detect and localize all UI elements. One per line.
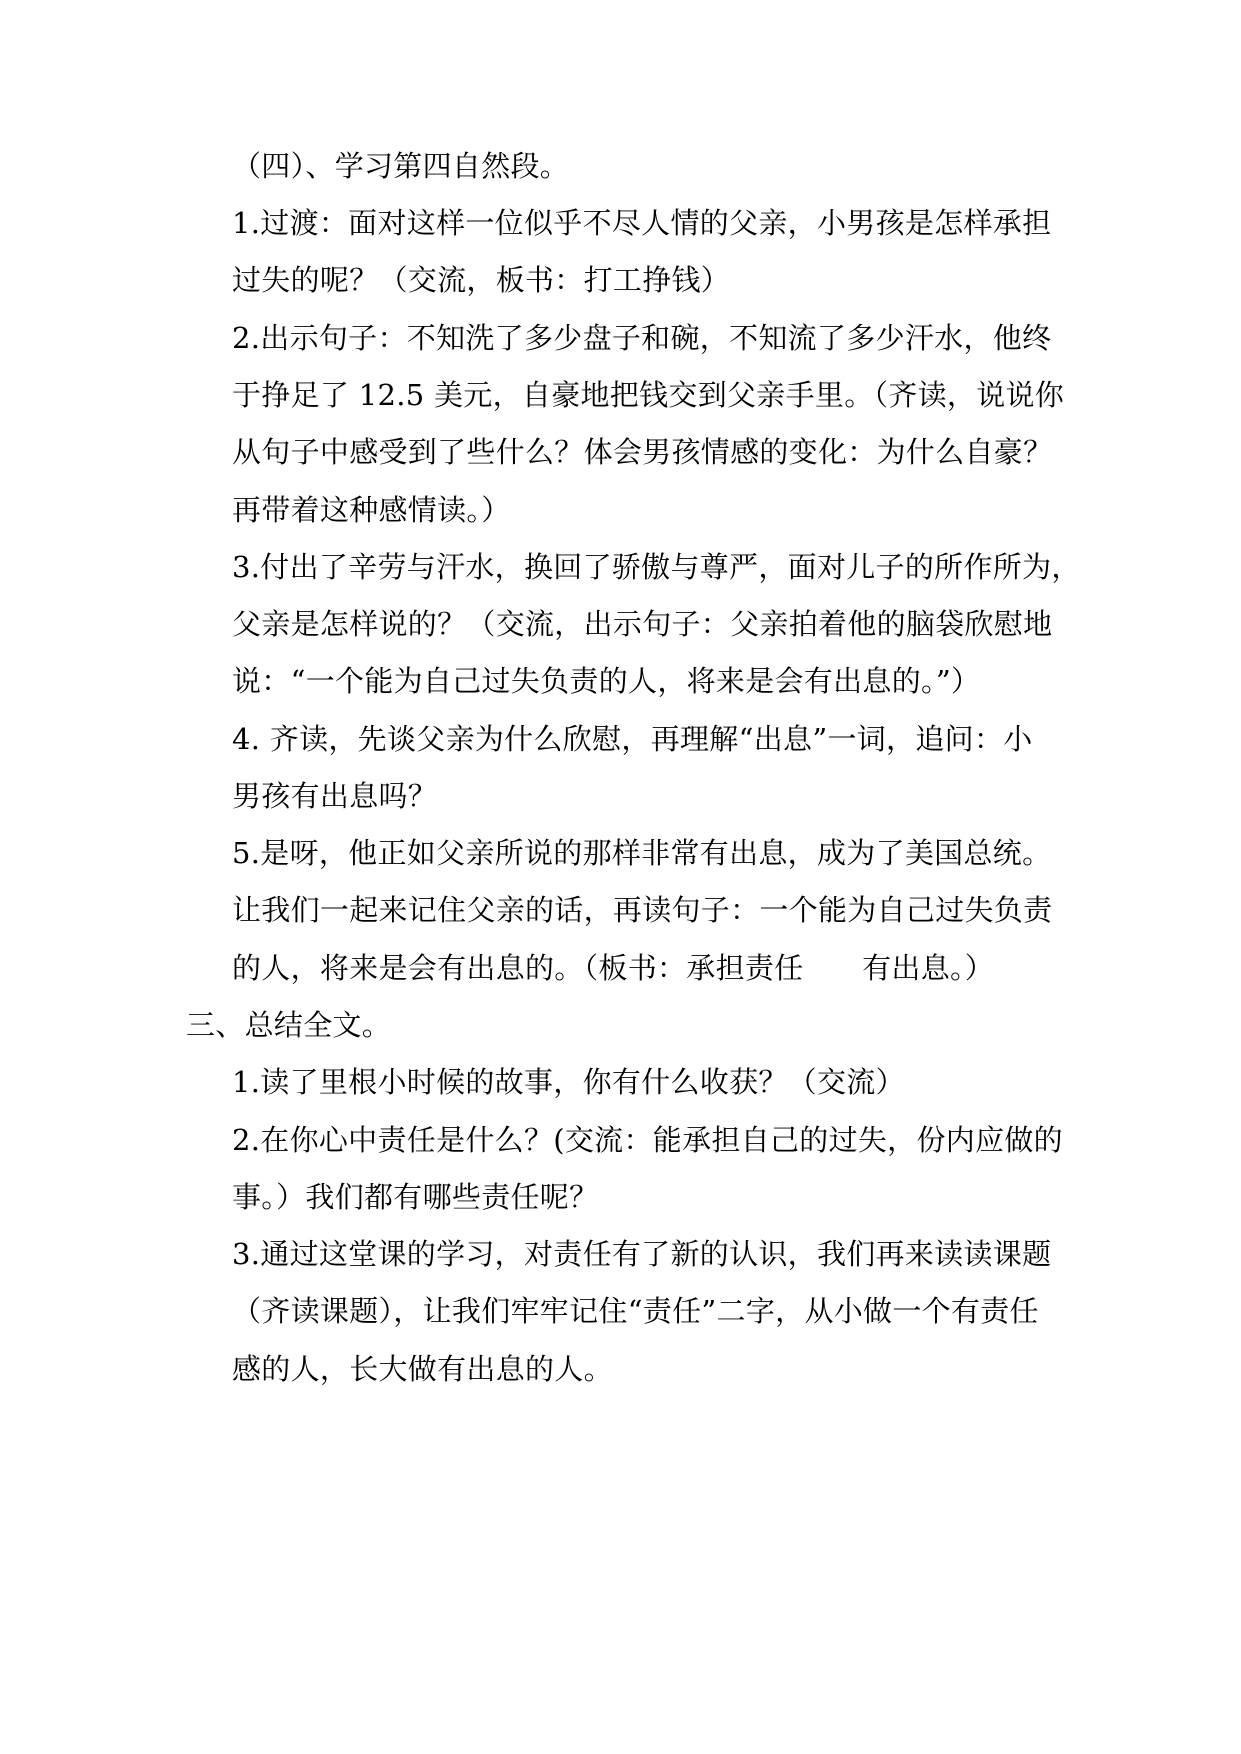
paragraph-line: 3.付出了辛劳与汗水，换回了骄傲与尊严，面对儿子的所作所为， xyxy=(232,550,1081,584)
paragraph-line: 3.通过这堂课的学习，对责任有了新的认识，我们再来读读课题 xyxy=(232,1237,1052,1271)
paragraph-line: 4. 齐读，先谈父亲为什么欣慰，再理解“出息”一词，追问：小 xyxy=(232,722,1033,756)
paragraph-line: 男孩有出息吗？ xyxy=(232,779,438,813)
paragraph-line: 于挣足了 12.5 美元，自豪地把钱交到父亲手里。（齐读，说说你 xyxy=(232,378,1065,412)
section-heading: （四）、学习第四自然段。 xyxy=(232,149,570,183)
paragraph-line: 让我们一起来记住父亲的话，再读句子：一个能为自己过失负责 xyxy=(232,893,1053,927)
paragraph-line: 事。）我们都有哪些责任呢？ xyxy=(232,1180,599,1214)
paragraph-line: 从句子中感受到了些什么？体会男孩情感的变化：为什么自豪？ xyxy=(232,435,1053,469)
paragraph-line: （齐读课题），让我们牢牢记住“责任”二字，从小做一个有责任 xyxy=(232,1294,1039,1328)
paragraph-line: 的人，将来是会有出息的。（板书：承担责任 有出息。） xyxy=(232,951,995,985)
paragraph-line: 2.在你心中责任是什么？(交流：能承担自己的过失，份内应做的 xyxy=(232,1123,1063,1157)
paragraph-line: 父亲是怎样说的？（交流，出示句子：父亲拍着他的脑袋欣慰地 xyxy=(232,607,1053,641)
paragraph-line: 2.出示句子：不知洗了多少盘子和碗，不知流了多少汗水，他终 xyxy=(232,321,1052,355)
paragraph-line: 再带着这种感情读。） xyxy=(232,493,511,527)
paragraph-line: 1.读了里根小时候的故事，你有什么收获？（交流） xyxy=(232,1065,905,1099)
section-heading: 三、总结全文。 xyxy=(186,1008,392,1042)
paragraph-line: 1.过渡：面对这样一位似乎不尽人情的父亲，小男孩是怎样承担 xyxy=(232,206,1052,240)
paragraph-line: 感的人，长大做有出息的人。 xyxy=(232,1352,613,1386)
paragraph-line: 说：“一个能为自己过失负责的人，将来是会有出息的。”） xyxy=(232,664,981,698)
paragraph-line: 过失的呢？（交流，板书：打工挣钱） xyxy=(232,263,731,297)
paragraph-line: 5.是呀，他正如父亲所说的那样非常有出息，成为了美国总统。 xyxy=(232,836,1052,870)
